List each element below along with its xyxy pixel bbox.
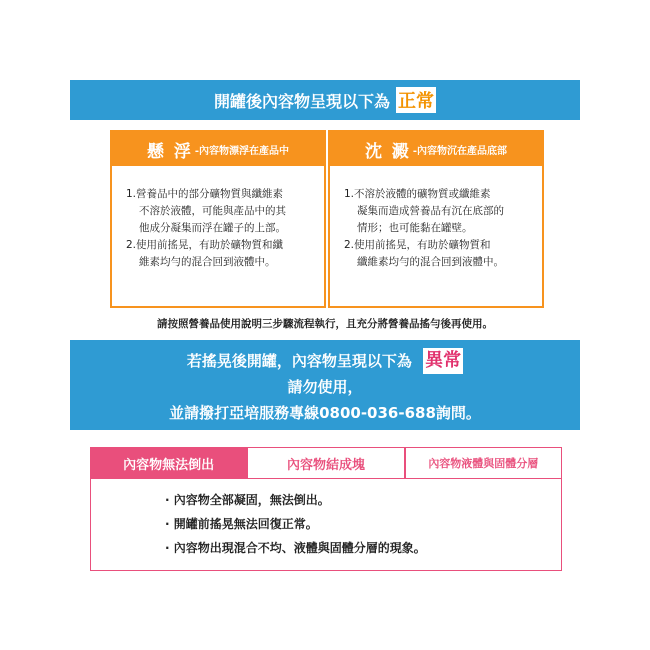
sedimentation-box [328, 130, 544, 308]
suspension-box [110, 130, 326, 308]
sedimentation-list [330, 166, 542, 271]
warning-line-3: 並請撥打亞培服務專線0800-036-688詢問。 [169, 404, 481, 422]
sedimentation-title: 沈 澱 [364, 141, 411, 162]
abnormal-categories [90, 447, 562, 479]
abnormal-list [165, 488, 545, 560]
list-item: 他成分凝集而浮在罐子的上部。 [139, 222, 286, 234]
suspension-list [112, 166, 324, 271]
list-item: 凝集而造成營養品有沉在底部的 [357, 205, 504, 217]
list-item: 2.使用前搖晃，有助於礦物質和纖 [126, 239, 284, 251]
warning-line-1 [70, 348, 580, 374]
sedimentation-header [330, 132, 542, 166]
suspension-header [112, 132, 324, 166]
list-item: · 內容物全部凝固，無法倒出。 [165, 493, 330, 507]
list-item: 維素均勻的混合回到液體中。 [139, 256, 276, 268]
suspension-subtitle: -內容物漂浮在產品中 [194, 145, 290, 157]
abnormal-badge: 異常 [423, 348, 463, 374]
sedimentation-subtitle: -內容物沉在產品底部 [412, 145, 508, 157]
top-banner-text: 開罐後內容物呈現以下為 [213, 91, 390, 111]
warning-banner [70, 340, 580, 430]
normal-badge: 正常 [396, 87, 436, 113]
suspension-title: 懸 浮 [146, 141, 193, 162]
category-cannot-pour: 內容物無法倒出 [90, 447, 247, 479]
warning-text: 若搖晃後開罐，內容物呈現以下為 [186, 352, 412, 370]
list-item: 1.營養品中的部分礦物質與纖維素 [126, 188, 284, 200]
top-banner [70, 80, 580, 120]
list-item: 纖維素均勻的混合回到液體中。 [357, 256, 504, 268]
category-clumped: 內容物結成塊 [247, 447, 404, 479]
warning-line-2: 請勿使用， [287, 378, 363, 396]
list-item: · 開罐前搖晃無法回復正常。 [165, 517, 318, 531]
category-separated: 內容物液體與固體分層 [405, 447, 562, 479]
list-item: 情形；也可能黏在罐壁。 [357, 222, 473, 234]
list-item: · 內容物出現混合不均、液體與固體分層的現象。 [165, 541, 426, 555]
list-item: 不溶於液體，可能與產品中的其 [139, 205, 286, 217]
usage-note: 請按照營養品使用說明三步驟流程執行，且充分將營養品搖勻後再使用。 [157, 318, 493, 330]
list-item: 1.不溶於液體的礦物質或纖維素 [344, 188, 491, 200]
list-item: 2.使用前搖晃，有助於礦物質和 [344, 239, 491, 251]
